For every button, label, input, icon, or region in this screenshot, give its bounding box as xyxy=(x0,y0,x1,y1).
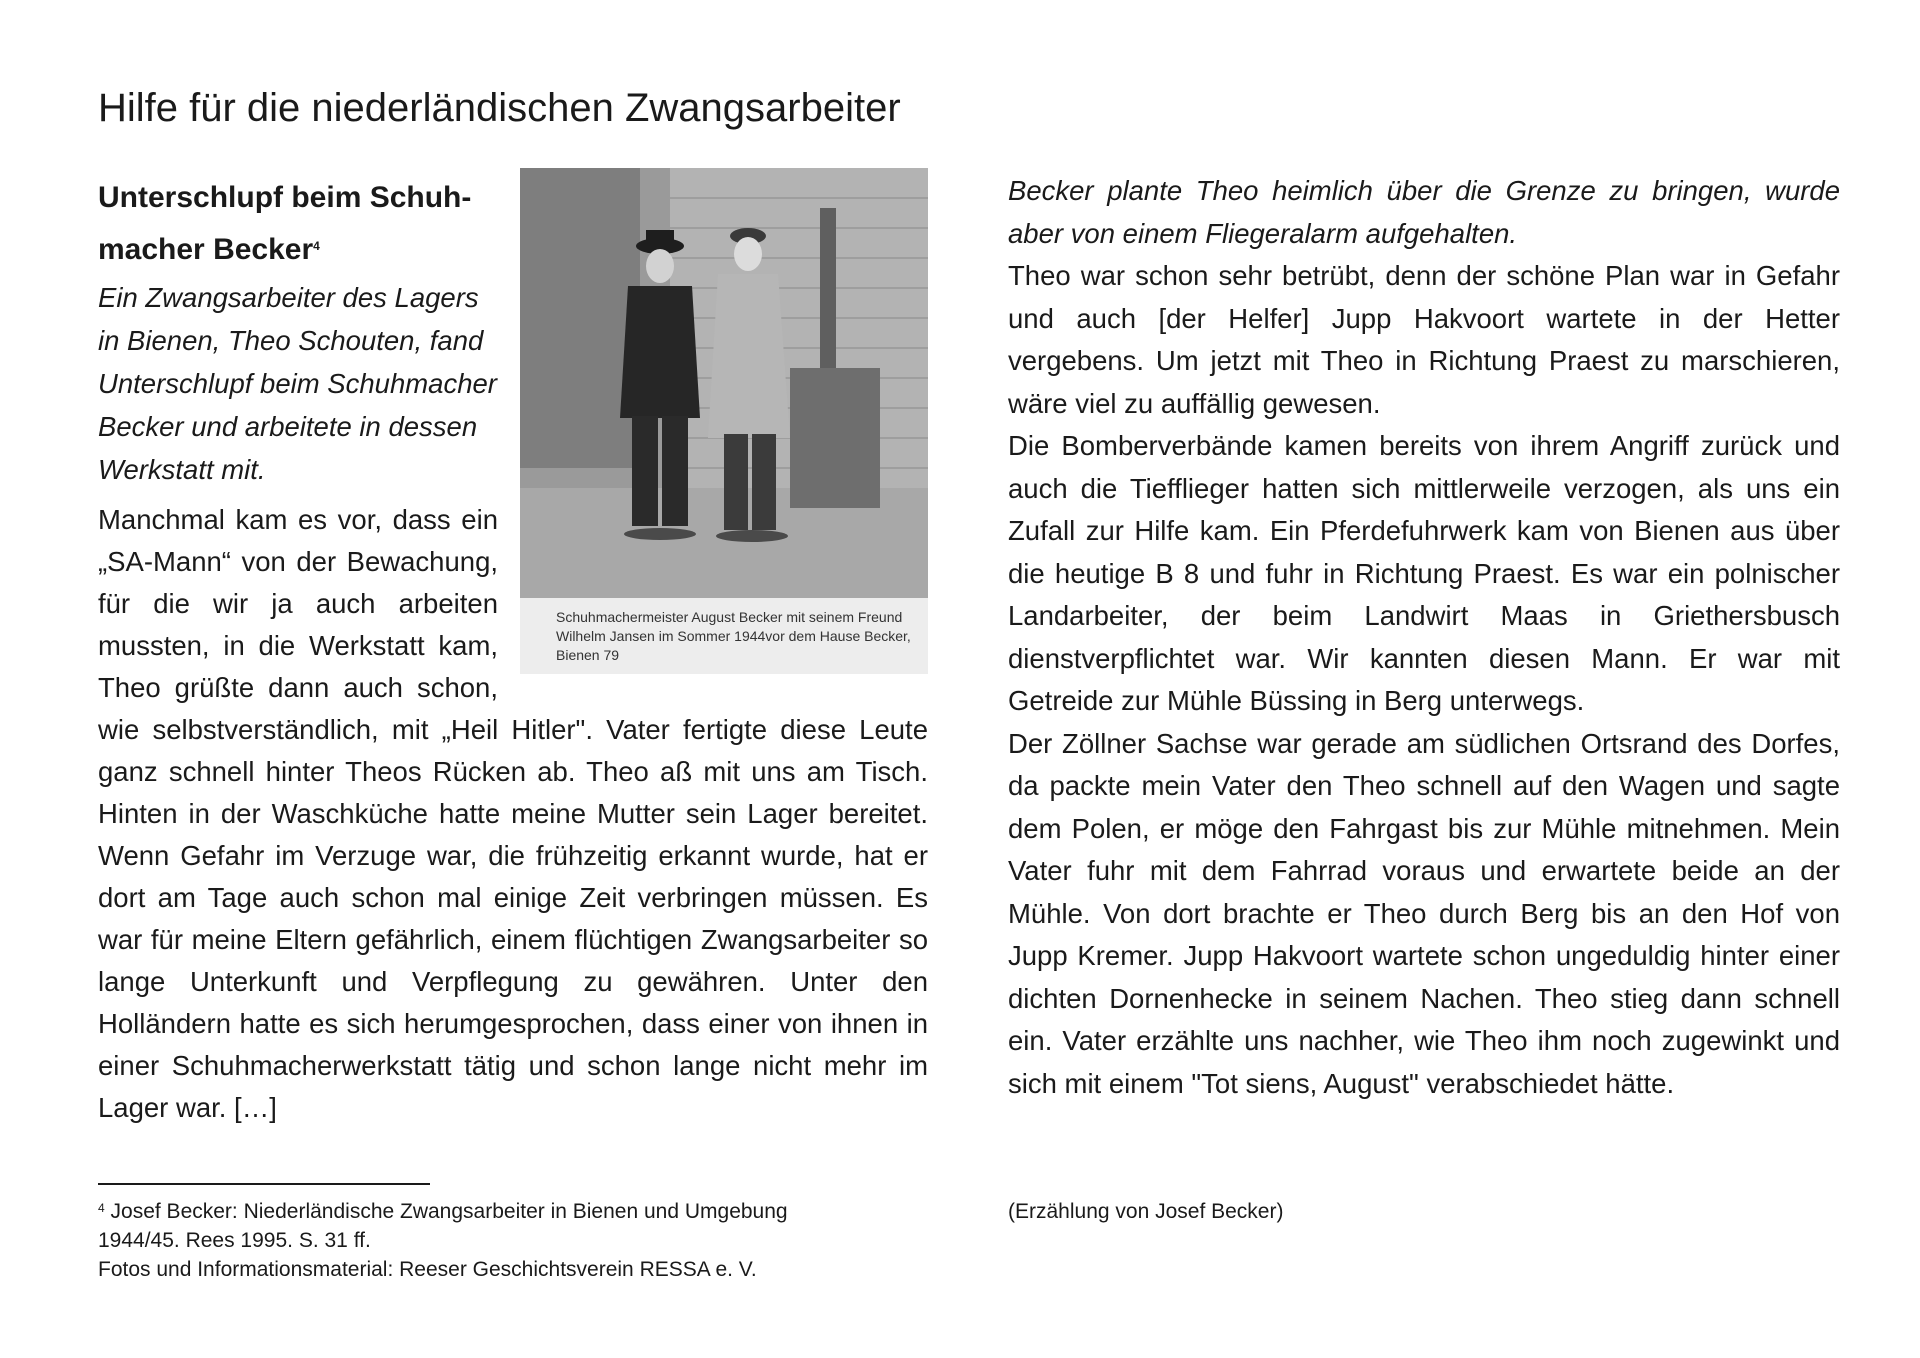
page-title: Hilfe für die niederländischen Zwangsarbeiter xyxy=(98,86,901,130)
left-intro: Ein Zwangsarbeiter des Lagers in Bienen, Theo Schouten, fand Unterschlupf beim Schuhmacher Becker und arbeitete in dessen Werkstatt mit. xyxy=(98,282,497,485)
left-body: Manchmal kam es vor, dass ein „SA-Mann“ von der Bewachung, für die wir ja auch arbeiten mussten, in die Werkstatt kam, Theo grüßte dann auch schon, wie selbstverständlich, mit „Heil Hitler". Vater fertigte diese Leute ganz schnell hinter Theos Rücken ab. Theo aß mit uns am Tisch. Hinten in der Waschküche hatte meine Mutter sein Lager bereitet. Wenn Gefahr im Verzuge war, die frühzeitig erkannt wurde, hat er dort am Tage auch schon mal einige Zeit verbringen müssen. Es war für meine Eltern gefährlich, einem flüchtigen Zwangsarbeiter so lange Unterkunft und Verpflegung zu gewähren. Unter den Holländern hatte es sich herumgesprochen, dass einer von ihnen in einer Schuhmacherwerkstatt tätig und schon lange nicht mehr im Lager war. […] xyxy=(98,504,928,1123)
photo-image xyxy=(520,168,928,674)
historic-photo xyxy=(520,168,928,674)
footnote-text-line-2: 1944/45. Rees 1995. S. 31 ff. xyxy=(98,1229,371,1252)
sources-note: Fotos und Informationsmaterial: Reeser Geschichtsverein RESSA e. V. xyxy=(98,1258,757,1281)
footnote-divider xyxy=(98,1183,430,1185)
subtitle-line-2: macher Becker xyxy=(98,233,314,266)
story-credit: (Erzählung von Josef Becker) xyxy=(1008,1200,1284,1223)
subtitle-line-1: Unterschlupf beim Schuh- xyxy=(98,181,472,214)
right-paragraph-2: Die Bomberverbände kamen bereits von ihrem Angriff zurück und auch die Tiefflieger hatten sich mittlerweile verzogen, als uns ein Zufall zur Hilfe kam. Ein Pferdefuhrwerk kam von Bienen aus über die heutige B 8 und fuhr in Richtung Praest. Es war ein polnischer Landarbeiter, der beim Landwirt Maas in Griethersbusch dienstverpflichtet war. Wir kannten diesen Mann. Er war mit Getreide zur Mühle Büssing in Berg unterwegs. xyxy=(1008,430,1840,716)
photo-caption: Schuhmachermeister August Becker mit seinem Freund Wilhelm Jansen im Sommer 1944vor dem Hause Becker, Bienen 79 xyxy=(556,609,911,663)
right-paragraph-3: Der Zöllner Sachse war gerade am südlichen Ortsrand des Dorfes, da packte mein Vater den Theo schnell auf den Wagen und sagte dem Polen, er möge den Fahrgast bis zur Mühle mitnehmen. Mein Vater fuhr mit dem Fahrrad voraus und erwartete beide an der Mühle. Von dort brachte er Theo durch Berg bis an den Hof von Jupp Kremer. Jupp Hakvoort wartete schon ungeduldig hinter einer dichten Dornenhecke in seinem Nachen. Theo stieg dann schnell ein. Vater erzählte uns nachher, wie Theo ihm noch zugewinkt und sich mit einem "Tot siens, August" verabschiedet hätte. xyxy=(1008,727,1840,1099)
footnote-4 xyxy=(98,1197,898,1255)
right-column xyxy=(1008,170,1840,1105)
footnote-reference: 4 xyxy=(313,239,320,253)
footnote-text-line-1: Josef Becker: Niederländische Zwangsarbeiter in Bienen und Umgebung xyxy=(110,1200,788,1223)
right-intro: Becker plante Theo heimlich über die Grenze zu bringen, wurde aber von einem Fliegeralarm aufgehalten. xyxy=(1008,175,1840,249)
right-paragraph-1: Theo war schon sehr betrübt, denn der schöne Plan war in Gefahr und auch [der Helfer] Jupp Hakvoort wartete in der Hetter vergebens. Um jetzt mit Theo in Richtung Praest zu marschieren, wäre viel zu auffällig gewesen. xyxy=(1008,260,1840,419)
footnote-marker: 4 xyxy=(98,1201,105,1215)
left-column xyxy=(98,172,928,1129)
footnotes xyxy=(98,1197,898,1284)
